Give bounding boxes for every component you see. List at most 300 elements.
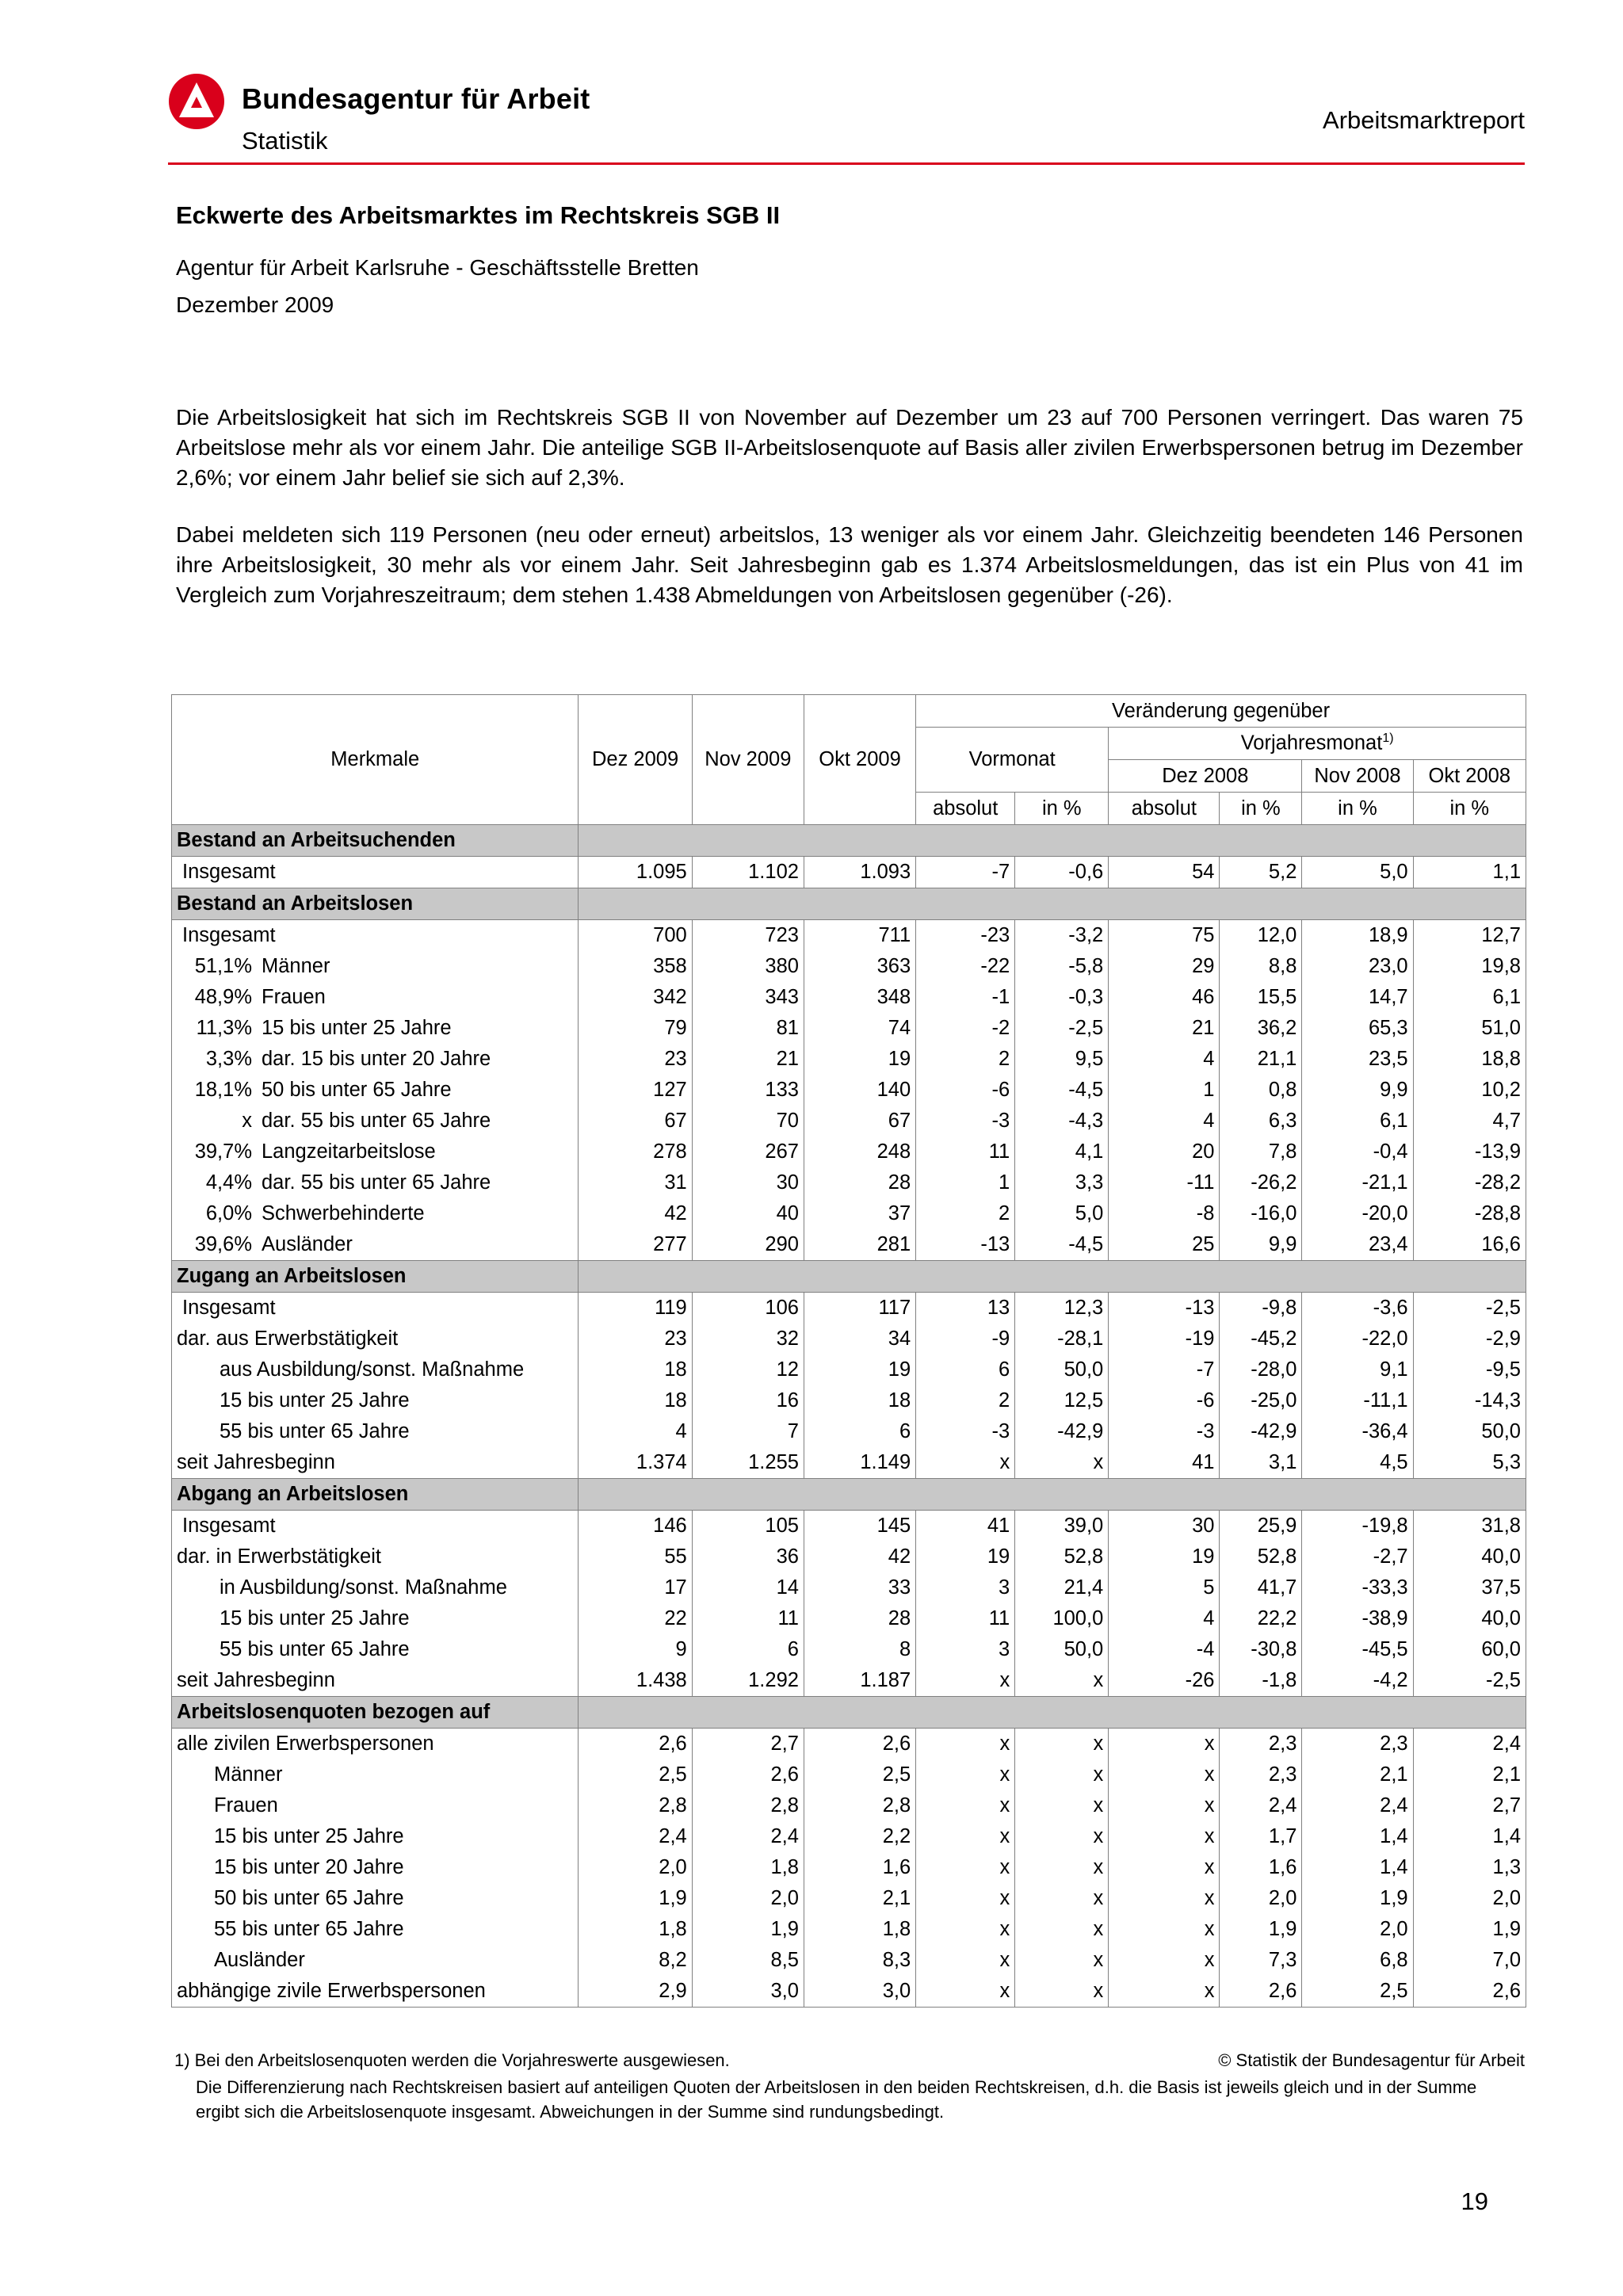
value-cell: 2,8 <box>579 1790 692 1821</box>
row-share: 6,0% <box>205 1202 252 1224</box>
table-row <box>172 1229 1526 1261</box>
value-cell: 12,5 <box>1015 1385 1109 1416</box>
header-nov2009: Nov 2009 <box>692 695 804 825</box>
value-cell: -21,1 <box>1302 1167 1413 1198</box>
value-cell: -9 <box>916 1324 1015 1354</box>
value-cell: 358 <box>579 951 692 982</box>
value-cell: 380 <box>692 951 804 982</box>
value-cell: 6 <box>916 1354 1015 1385</box>
value-cell: -2,9 <box>1413 1324 1526 1354</box>
row-label-cell <box>172 1729 579 1760</box>
section-label: Bestand an Arbeitsuchenden <box>172 825 579 857</box>
ba-logo-icon <box>168 73 225 130</box>
value-cell: 3 <box>916 1634 1015 1665</box>
value-cell: 1.102 <box>692 857 804 888</box>
value-cell: 11 <box>916 1137 1015 1167</box>
value-cell: 7,0 <box>1413 1945 1526 1976</box>
value-cell: 2,1 <box>1413 1759 1526 1790</box>
value-cell: 2 <box>916 1385 1015 1416</box>
value-cell: -0,6 <box>1015 857 1109 888</box>
value-cell: 18 <box>804 1385 915 1416</box>
row-label-cell <box>172 1511 579 1542</box>
value-cell: 15,5 <box>1220 982 1302 1013</box>
value-cell: 1,3 <box>1413 1852 1526 1883</box>
table-row <box>172 1729 1526 1760</box>
value-cell: 16 <box>692 1385 804 1416</box>
header-inpct-okt2008: in % <box>1413 793 1526 825</box>
table-row <box>172 1106 1526 1137</box>
value-cell: 51,0 <box>1413 1013 1526 1044</box>
value-cell: -45,5 <box>1302 1634 1413 1665</box>
value-cell: 40,0 <box>1413 1603 1526 1634</box>
value-cell: 6 <box>804 1416 915 1447</box>
value-cell: 28 <box>804 1167 915 1198</box>
row-label-cell <box>172 1945 579 1976</box>
value-cell: 1 <box>1109 1075 1220 1106</box>
value-cell: 1.095 <box>579 857 692 888</box>
value-cell: 3,0 <box>804 1976 915 2008</box>
value-cell: x <box>916 1883 1015 1914</box>
value-cell: -13,9 <box>1413 1137 1526 1167</box>
row-label-cell <box>172 1759 579 1790</box>
header-inpct-nov2008: in % <box>1302 793 1413 825</box>
row-label: Schwerbehinderte <box>262 1202 425 1224</box>
value-cell: 2,5 <box>1302 1976 1413 2008</box>
table-row <box>172 1385 1526 1416</box>
value-cell: 18 <box>579 1385 692 1416</box>
value-cell: 23,0 <box>1302 951 1413 982</box>
value-cell: -9,8 <box>1220 1293 1302 1324</box>
value-cell: x <box>1015 1729 1109 1760</box>
value-cell: 4,7 <box>1413 1106 1526 1137</box>
value-cell: 1.374 <box>579 1447 692 1479</box>
value-cell: 42 <box>804 1541 915 1572</box>
value-cell: 36 <box>692 1541 804 1572</box>
value-cell: 117 <box>804 1293 915 1324</box>
value-cell: 23,4 <box>1302 1229 1413 1261</box>
row-label: Ausländer <box>262 1233 353 1255</box>
value-cell: 2,7 <box>692 1729 804 1760</box>
row-label-cell <box>172 1634 579 1665</box>
value-cell: 2,4 <box>1302 1790 1413 1821</box>
row-label: dar. in Erwerbstätigkeit <box>177 1545 381 1568</box>
value-cell: 3,1 <box>1220 1447 1302 1479</box>
row-share: 51,1% <box>194 955 252 977</box>
value-cell: -16,0 <box>1220 1198 1302 1229</box>
row-label: Insgesamt <box>182 861 276 883</box>
value-cell: 277 <box>579 1229 692 1261</box>
value-cell: 5 <box>1109 1572 1220 1603</box>
value-cell: -42,9 <box>1220 1416 1302 1447</box>
value-cell: -28,8 <box>1413 1198 1526 1229</box>
value-cell: 81 <box>692 1013 804 1044</box>
row-label: 50 bis unter 65 Jahre <box>214 1887 404 1909</box>
row-label: dar. 55 bis unter 65 Jahre <box>262 1171 491 1194</box>
value-cell: -2 <box>916 1013 1015 1044</box>
header-nov2008: Nov 2008 <box>1302 760 1413 793</box>
value-cell: 1,8 <box>579 1914 692 1945</box>
value-cell: 30 <box>692 1167 804 1198</box>
value-cell: 106 <box>692 1293 804 1324</box>
value-cell: 1.255 <box>692 1447 804 1479</box>
value-cell: 10,2 <box>1413 1075 1526 1106</box>
value-cell: x <box>1015 1883 1109 1914</box>
value-cell: 1,9 <box>692 1914 804 1945</box>
value-cell: 1,7 <box>1220 1821 1302 1852</box>
value-cell: 3,3 <box>1015 1167 1109 1198</box>
header-okt2008: Okt 2008 <box>1413 760 1526 793</box>
value-cell: 2,1 <box>804 1883 915 1914</box>
value-cell: 7,3 <box>1220 1945 1302 1976</box>
value-cell: 4 <box>579 1416 692 1447</box>
table-body <box>172 825 1526 2008</box>
value-cell: 8,8 <box>1220 951 1302 982</box>
value-cell: 348 <box>804 982 915 1013</box>
value-cell: -30,8 <box>1220 1634 1302 1665</box>
value-cell: 2,7 <box>1413 1790 1526 1821</box>
value-cell: 6,8 <box>1302 1945 1413 1976</box>
value-cell: 2,3 <box>1220 1729 1302 1760</box>
value-cell: 22 <box>579 1603 692 1634</box>
value-cell: -3,6 <box>1302 1293 1413 1324</box>
value-cell: x <box>1109 1914 1220 1945</box>
header-dez2009: Dez 2009 <box>579 695 692 825</box>
value-cell: 19,8 <box>1413 951 1526 982</box>
section-fill <box>579 1697 1526 1729</box>
value-cell: 4 <box>1109 1044 1220 1075</box>
value-cell: -2,5 <box>1413 1665 1526 1697</box>
table-row <box>172 1852 1526 1883</box>
table-row <box>172 1293 1526 1324</box>
header-veraenderung: Veränderung gegenüber <box>916 695 1526 728</box>
value-cell: 1 <box>916 1167 1015 1198</box>
row-label-cell <box>172 1416 579 1447</box>
value-cell: 1.149 <box>804 1447 915 1479</box>
row-label: Männer <box>262 955 330 977</box>
row-label-cell <box>172 1914 579 1945</box>
row-label: abhängige zivile Erwerbspersonen <box>177 1980 486 2002</box>
row-label-cell <box>172 1293 579 1324</box>
value-cell: 4,1 <box>1015 1137 1109 1167</box>
row-label: Insgesamt <box>182 1515 276 1537</box>
row-label-cell <box>172 1385 579 1416</box>
row-label-cell <box>172 1324 579 1354</box>
table-row <box>172 1572 1526 1603</box>
row-share: 48,9% <box>194 986 252 1008</box>
value-cell: 3,0 <box>692 1976 804 2008</box>
value-cell: 23 <box>579 1324 692 1354</box>
value-cell: 67 <box>804 1106 915 1137</box>
value-cell: x <box>1015 1852 1109 1883</box>
value-cell: -6 <box>1109 1385 1220 1416</box>
value-cell: -13 <box>916 1229 1015 1261</box>
row-label: Männer <box>214 1763 283 1786</box>
row-label-cell <box>172 1075 579 1106</box>
row-label: alle zivilen Erwerbspersonen <box>177 1733 434 1755</box>
value-cell: x <box>1015 1790 1109 1821</box>
header-absolut-vormonat: absolut <box>916 793 1015 825</box>
value-cell: 2,2 <box>804 1821 915 1852</box>
value-cell: x <box>916 1729 1015 1760</box>
row-share: 18,1% <box>194 1079 252 1101</box>
row-label: dar. aus Erwerbstätigkeit <box>177 1328 399 1350</box>
value-cell: x <box>916 1759 1015 1790</box>
row-share: 11,3% <box>196 1017 252 1039</box>
value-cell: 0,8 <box>1220 1075 1302 1106</box>
row-label-cell <box>172 1137 579 1167</box>
value-cell: 14,7 <box>1302 982 1413 1013</box>
value-cell: 18 <box>579 1354 692 1385</box>
header-vorjahresmonat <box>1109 728 1526 760</box>
agency-subtitle: Agentur für Arbeit Karlsruhe - Geschäftsstelle Bretten <box>176 255 699 280</box>
row-label: in Ausbildung/sonst. Maßnahme <box>220 1576 507 1599</box>
value-cell: 7 <box>692 1416 804 1447</box>
value-cell: 34 <box>804 1324 915 1354</box>
value-cell: 28 <box>804 1603 915 1634</box>
row-label: seit Jahresbeginn <box>177 1451 335 1473</box>
value-cell: 1,8 <box>804 1914 915 1945</box>
table-row <box>172 1976 1526 2008</box>
row-label-cell <box>172 1821 579 1852</box>
section-label: Abgang an Arbeitslosen <box>172 1479 579 1511</box>
value-cell: 70 <box>692 1106 804 1137</box>
value-cell: 1,9 <box>1220 1914 1302 1945</box>
value-cell: 2,0 <box>1302 1914 1413 1945</box>
value-cell: 2,0 <box>692 1883 804 1914</box>
row-label-cell <box>172 1883 579 1914</box>
value-cell: 4 <box>1109 1106 1220 1137</box>
value-cell: x <box>916 1852 1015 1883</box>
value-cell: 37,5 <box>1413 1572 1526 1603</box>
value-cell: 6,1 <box>1413 982 1526 1013</box>
value-cell: 2,4 <box>1413 1729 1526 1760</box>
value-cell: 40,0 <box>1413 1541 1526 1572</box>
brand-subtitle: Statistik <box>242 127 328 155</box>
value-cell: 2,6 <box>692 1759 804 1790</box>
value-cell: x <box>1109 1759 1220 1790</box>
value-cell: 54 <box>1109 857 1220 888</box>
row-label-cell <box>172 951 579 982</box>
value-cell: -28,0 <box>1220 1354 1302 1385</box>
value-cell: 6,3 <box>1220 1106 1302 1137</box>
row-label-cell <box>172 1976 579 2008</box>
value-cell: 19 <box>804 1354 915 1385</box>
value-cell: 79 <box>579 1013 692 1044</box>
value-cell: 46 <box>1109 982 1220 1013</box>
value-cell: -19,8 <box>1302 1511 1413 1542</box>
value-cell: -6 <box>916 1075 1015 1106</box>
section-header-row <box>172 1697 1526 1729</box>
value-cell: x <box>1015 1759 1109 1790</box>
table-row <box>172 1541 1526 1572</box>
value-cell: x <box>1109 1945 1220 1976</box>
value-cell: 65,3 <box>1302 1013 1413 1044</box>
value-cell: 2,6 <box>579 1729 692 1760</box>
value-cell: 31,8 <box>1413 1511 1526 1542</box>
table-row <box>172 1198 1526 1229</box>
row-label: Frauen <box>214 1794 278 1817</box>
value-cell: 2,8 <box>692 1790 804 1821</box>
row-share: 4,4% <box>205 1171 252 1194</box>
row-label-cell <box>172 920 579 952</box>
row-label-cell <box>172 1790 579 1821</box>
value-cell: x <box>916 1665 1015 1697</box>
value-cell: 19 <box>1109 1541 1220 1572</box>
value-cell: 119 <box>579 1293 692 1324</box>
value-cell: -11,1 <box>1302 1385 1413 1416</box>
value-cell: x <box>1015 1821 1109 1852</box>
row-label: 15 bis unter 25 Jahre <box>220 1607 410 1629</box>
header-divider <box>168 162 1525 165</box>
value-cell: 9,9 <box>1220 1229 1302 1261</box>
section-fill <box>579 1261 1526 1293</box>
value-cell: 36,2 <box>1220 1013 1302 1044</box>
row-label: Frauen <box>262 986 326 1008</box>
value-cell: -13 <box>1109 1293 1220 1324</box>
header-okt2009: Okt 2009 <box>804 695 915 825</box>
value-cell: 133 <box>692 1075 804 1106</box>
section-label: Zugang an Arbeitslosen <box>172 1261 579 1293</box>
value-cell: 2,5 <box>804 1759 915 1790</box>
row-label-cell <box>172 1044 579 1075</box>
row-label: Ausländer <box>214 1949 305 1971</box>
table-row <box>172 1137 1526 1167</box>
value-cell: 2,5 <box>579 1759 692 1790</box>
section-label: Arbeitslosenquoten bezogen auf <box>172 1697 579 1729</box>
row-label-cell <box>172 1665 579 1697</box>
row-label: dar. 15 bis unter 20 Jahre <box>262 1048 491 1070</box>
value-cell: 16,6 <box>1413 1229 1526 1261</box>
date-subtitle: Dezember 2009 <box>176 292 334 317</box>
table-row <box>172 857 1526 888</box>
value-cell: -8 <box>1109 1198 1220 1229</box>
value-cell: 100,0 <box>1015 1603 1109 1634</box>
header-inpct-vormonat: in % <box>1015 793 1109 825</box>
data-table <box>171 694 1526 2008</box>
value-cell: 17 <box>579 1572 692 1603</box>
value-cell: 1,1 <box>1413 857 1526 888</box>
value-cell: 50,0 <box>1413 1416 1526 1447</box>
value-cell: 1,4 <box>1302 1852 1413 1883</box>
value-cell: x <box>916 1945 1015 1976</box>
value-cell: 1,8 <box>692 1852 804 1883</box>
value-cell: -0,4 <box>1302 1137 1413 1167</box>
row-share: x <box>242 1110 252 1132</box>
value-cell: 1.292 <box>692 1665 804 1697</box>
value-cell: 4 <box>1109 1603 1220 1634</box>
value-cell: -4,3 <box>1015 1106 1109 1137</box>
table-row <box>172 1511 1526 1542</box>
section-header-row <box>172 1479 1526 1511</box>
value-cell: 5,2 <box>1220 857 1302 888</box>
value-cell: 18,8 <box>1413 1044 1526 1075</box>
value-cell: 2,0 <box>579 1852 692 1883</box>
value-cell: 21 <box>692 1044 804 1075</box>
value-cell: 2,4 <box>579 1821 692 1852</box>
value-cell: -4,5 <box>1015 1075 1109 1106</box>
value-cell: x <box>1015 1447 1109 1479</box>
value-cell: 1,6 <box>804 1852 915 1883</box>
row-label: 15 bis unter 25 Jahre <box>262 1017 452 1039</box>
table-row <box>172 1759 1526 1790</box>
value-cell: 1.438 <box>579 1665 692 1697</box>
table-row <box>172 1013 1526 1044</box>
value-cell: -45,2 <box>1220 1324 1302 1354</box>
value-cell: 8,5 <box>692 1945 804 1976</box>
value-cell: 723 <box>692 920 804 952</box>
value-cell: 105 <box>692 1511 804 1542</box>
page-number: 19 <box>1461 2187 1488 2215</box>
value-cell: 31 <box>579 1167 692 1198</box>
value-cell: 2,6 <box>804 1729 915 1760</box>
value-cell: 6 <box>692 1634 804 1665</box>
row-label-cell <box>172 1167 579 1198</box>
header-dez2008: Dez 2008 <box>1109 760 1302 793</box>
value-cell: 2,1 <box>1302 1759 1413 1790</box>
value-cell: 5,3 <box>1413 1447 1526 1479</box>
row-share: 3,3% <box>205 1048 252 1070</box>
value-cell: 4,5 <box>1302 1447 1413 1479</box>
value-cell: 8,3 <box>804 1945 915 1976</box>
section-header-row <box>172 888 1526 920</box>
value-cell: 3 <box>916 1572 1015 1603</box>
section-header-row <box>172 1261 1526 1293</box>
value-cell: 18,9 <box>1302 920 1413 952</box>
row-label-cell <box>172 1572 579 1603</box>
table-row <box>172 1914 1526 1945</box>
value-cell: 1,6 <box>1220 1852 1302 1883</box>
section-header-row <box>172 825 1526 857</box>
row-label: aus Ausbildung/sonst. Maßnahme <box>220 1358 525 1381</box>
value-cell: x <box>1109 1883 1220 1914</box>
section-label: Bestand an Arbeitslosen <box>172 888 579 920</box>
value-cell: 42 <box>579 1198 692 1229</box>
value-cell: 75 <box>1109 920 1220 952</box>
value-cell: -36,4 <box>1302 1416 1413 1447</box>
value-cell: 50,0 <box>1015 1354 1109 1385</box>
value-cell: 21,4 <box>1015 1572 1109 1603</box>
value-cell: 1.093 <box>804 857 915 888</box>
value-cell: 11 <box>692 1603 804 1634</box>
value-cell: 8,2 <box>579 1945 692 1976</box>
row-label: 50 bis unter 65 Jahre <box>262 1079 452 1101</box>
value-cell: 74 <box>804 1013 915 1044</box>
value-cell: -22,0 <box>1302 1324 1413 1354</box>
value-cell: 25 <box>1109 1229 1220 1261</box>
value-cell: x <box>1015 1976 1109 2008</box>
value-cell: x <box>1109 1852 1220 1883</box>
section-fill <box>579 888 1526 920</box>
row-label: seit Jahresbeginn <box>177 1669 335 1691</box>
value-cell: x <box>1015 1945 1109 1976</box>
value-cell: 2,6 <box>1220 1976 1302 2008</box>
value-cell: -4,5 <box>1015 1229 1109 1261</box>
row-label: 15 bis unter 25 Jahre <box>214 1825 404 1847</box>
value-cell: 41,7 <box>1220 1572 1302 1603</box>
value-cell: 2,4 <box>692 1821 804 1852</box>
table-row <box>172 1447 1526 1479</box>
header-vormonat: Vormonat <box>916 728 1109 793</box>
table-row <box>172 1075 1526 1106</box>
value-cell: 146 <box>579 1511 692 1542</box>
value-cell: -25,0 <box>1220 1385 1302 1416</box>
table-row <box>172 951 1526 982</box>
value-cell: 2 <box>916 1198 1015 1229</box>
value-cell: -20,0 <box>1302 1198 1413 1229</box>
value-cell: x <box>1109 1821 1220 1852</box>
value-cell: 7,8 <box>1220 1137 1302 1167</box>
table-row <box>172 1044 1526 1075</box>
